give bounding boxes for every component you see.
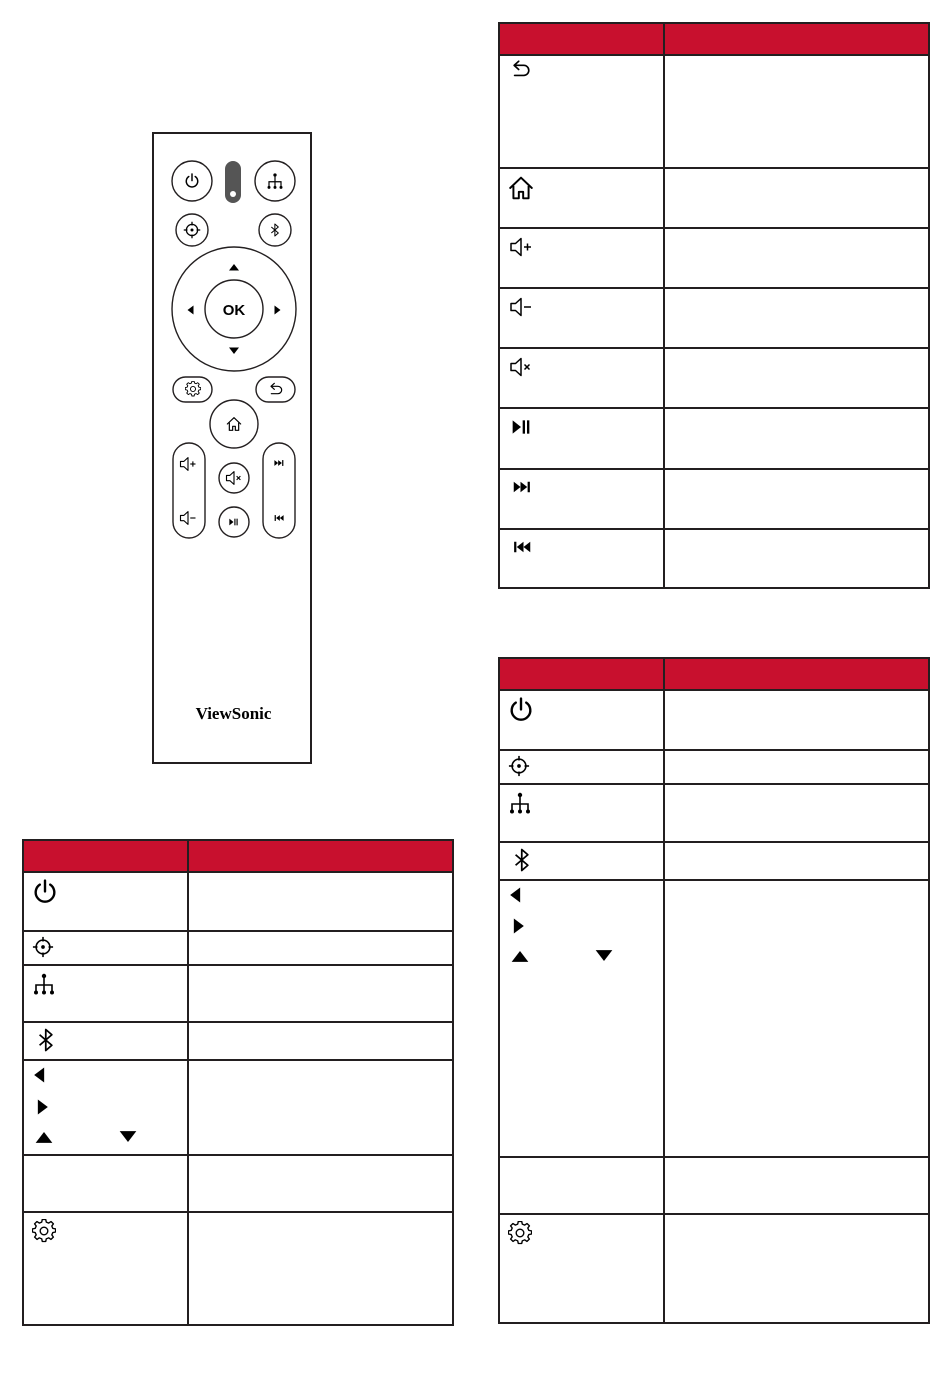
table-row	[23, 1212, 453, 1325]
arrow-left-icon	[510, 888, 520, 903]
row-description	[664, 55, 929, 168]
remote-track-rocker[interactable]	[263, 443, 295, 538]
arrow-left-icon	[34, 1068, 44, 1083]
table-row	[499, 1214, 929, 1323]
table-row	[499, 842, 929, 880]
remote-ok-button[interactable]	[205, 280, 263, 338]
arrow-down-icon	[596, 950, 613, 961]
remote-bluetooth-button[interactable]	[259, 214, 291, 246]
play-pause-icon	[508, 417, 534, 437]
arrow-up-icon	[36, 1132, 53, 1143]
arrow-keys-icons	[508, 885, 648, 969]
table-header	[499, 658, 929, 690]
table-row	[499, 228, 929, 288]
table-row	[499, 168, 929, 228]
led-indicator	[225, 161, 241, 203]
remote-power-button[interactable]	[172, 161, 212, 201]
power-icon	[32, 879, 58, 905]
key-table-1	[22, 839, 454, 1326]
prev-track-icon	[508, 538, 536, 556]
remote-volume-rocker[interactable]	[173, 443, 205, 538]
table-row	[499, 784, 929, 842]
brand-logo: ViewSonic	[195, 704, 272, 723]
power-icon	[508, 697, 534, 723]
row-description	[188, 1155, 453, 1212]
row-description	[664, 168, 929, 228]
settings-icon	[508, 1221, 532, 1245]
remote-play-pause-button[interactable]	[219, 507, 249, 537]
row-description	[188, 1212, 453, 1325]
table-row	[23, 931, 453, 965]
table-row	[499, 750, 929, 784]
table-header	[499, 23, 929, 55]
ok-label: OK	[222, 302, 246, 319]
row-label	[499, 1157, 664, 1214]
table-row	[499, 1157, 929, 1214]
row-description	[188, 1060, 453, 1155]
row-description	[664, 842, 929, 880]
table-row	[499, 408, 929, 469]
arrow-right-icon	[514, 919, 524, 934]
mute-icon	[508, 355, 534, 379]
header-icon-col	[23, 840, 188, 872]
row-description	[664, 469, 929, 529]
table-row	[23, 1022, 453, 1060]
remote-buttons	[152, 132, 315, 766]
row-description	[188, 1022, 453, 1060]
row-description	[664, 1214, 929, 1323]
row-description	[664, 228, 929, 288]
table-row	[499, 288, 929, 348]
table-row	[499, 55, 929, 168]
input-icon	[32, 972, 56, 996]
arrow-down-icon	[120, 1131, 137, 1142]
row-description	[664, 880, 929, 1157]
table-row	[499, 529, 929, 588]
settings-icon	[32, 1219, 56, 1243]
remote-settings-button[interactable]	[173, 377, 212, 402]
volume-up-icon	[508, 235, 534, 259]
header-desc-col	[188, 840, 453, 872]
row-description	[664, 690, 929, 750]
next-track-icon	[508, 478, 536, 496]
table-row	[23, 965, 453, 1022]
row-description	[188, 872, 453, 931]
arrow-up-icon	[512, 951, 529, 962]
row-description	[664, 288, 929, 348]
row-description	[664, 408, 929, 469]
input-icon	[508, 791, 532, 815]
row-description	[664, 348, 929, 408]
volume-down-icon	[508, 295, 534, 319]
remote-mute-button[interactable]	[219, 463, 249, 493]
home-icon	[508, 175, 534, 201]
row-description	[664, 1157, 929, 1214]
header-desc-col	[664, 658, 929, 690]
bluetooth-icon	[32, 1026, 60, 1054]
table-row	[499, 880, 929, 1157]
table-row	[499, 690, 929, 750]
bluetooth-icon	[508, 846, 536, 874]
row-description	[664, 784, 929, 842]
row-description	[664, 750, 929, 784]
key-table-3	[498, 657, 930, 1324]
back-icon	[508, 58, 534, 80]
arrow-keys-icons	[32, 1065, 172, 1149]
remote-back-button[interactable]	[256, 377, 295, 402]
focus-icon	[508, 755, 530, 777]
row-description	[188, 965, 453, 1022]
remote-home-button[interactable]	[210, 400, 258, 448]
table-header	[23, 840, 453, 872]
header-icon-col	[499, 23, 664, 55]
remote-input-button[interactable]	[255, 161, 295, 201]
row-description	[664, 529, 929, 588]
header-desc-col	[664, 23, 929, 55]
table-row	[23, 872, 453, 931]
focus-icon	[32, 936, 54, 958]
arrow-right-icon	[38, 1100, 48, 1115]
remote-focus-button[interactable]	[176, 214, 208, 246]
header-icon-col	[499, 658, 664, 690]
table-row	[23, 1060, 453, 1155]
table-row	[23, 1155, 453, 1212]
key-table-2	[498, 22, 930, 589]
table-row	[499, 469, 929, 529]
row-label	[23, 1155, 188, 1212]
row-description	[188, 931, 453, 965]
table-row	[499, 348, 929, 408]
